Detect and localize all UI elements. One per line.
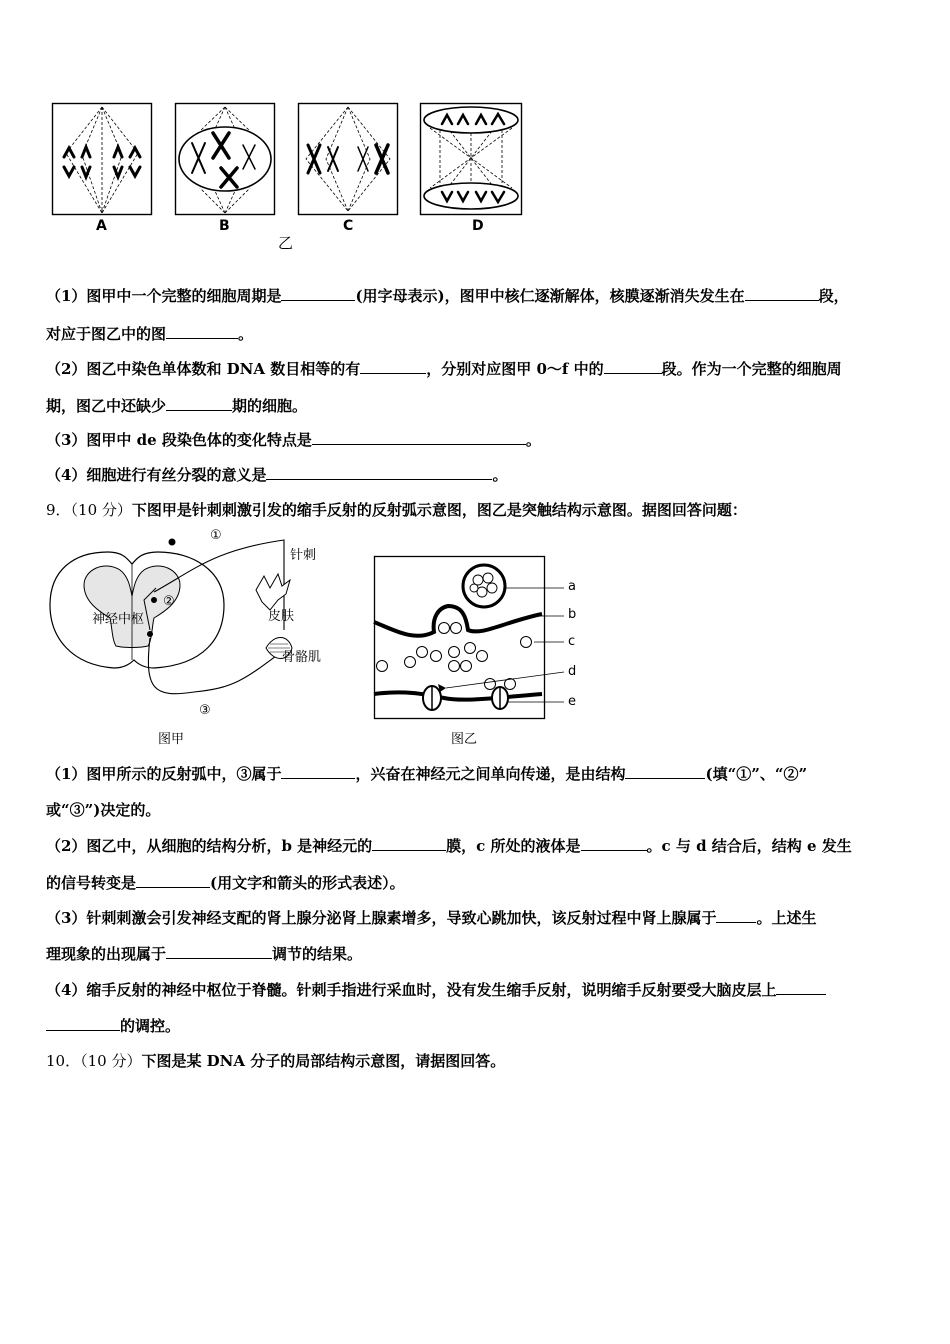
answer-blank[interactable] bbox=[166, 396, 232, 411]
arc-label-needle: 针刺 bbox=[290, 548, 317, 563]
q8-part2-line2: 期，图乙中还缺少 期的细胞。 bbox=[46, 397, 308, 415]
synapse-label-e: e bbox=[568, 694, 576, 709]
answer-blank[interactable] bbox=[745, 286, 819, 301]
q9-part3-line1: （3）针刺刺激会引发神经支配的肾上腺分泌肾上腺素增多，导致心跳加快，该反射过程中肾上腺属于 。上述生 bbox=[46, 909, 817, 927]
answer-blank[interactable] bbox=[372, 836, 446, 851]
answer-blank[interactable] bbox=[716, 908, 756, 923]
figure-label-yi: 乙 bbox=[278, 234, 294, 252]
q9-part2-line2: 的信号转变是 (用文字和箭头的形式表述）。 bbox=[46, 874, 405, 892]
arc-label-2: ② bbox=[163, 594, 175, 609]
answer-blank[interactable] bbox=[166, 324, 238, 339]
question-number: 10． bbox=[46, 1052, 81, 1070]
answer-blank[interactable] bbox=[166, 944, 272, 959]
answer-blank[interactable] bbox=[625, 764, 705, 779]
q8-part2-line1: （2）图乙中染色单体数和 DNA 数目相等的有 ，分别对应图甲 0～f 中的 段。作为一个完整的细胞周 bbox=[46, 360, 842, 378]
answer-blank[interactable] bbox=[776, 980, 826, 995]
answer-blank[interactable] bbox=[266, 465, 492, 480]
mitosis-panel-b bbox=[175, 103, 275, 215]
question-number: 9． bbox=[46, 501, 71, 519]
q9-part3-line2: 理现象的出现属于 调节的结果。 bbox=[46, 945, 363, 963]
q8-part1-line2: 对应于图乙中的图 。 bbox=[46, 325, 254, 343]
q10-header bbox=[46, 1051, 505, 1071]
arc-label-center: 神经中枢 bbox=[92, 612, 145, 627]
question-stem: 下图是某 DNA 分子的局部结构示意图，请据图回答。 bbox=[141, 1052, 506, 1070]
arc-label-skin: 皮肤 bbox=[268, 609, 295, 624]
panel-label-b: B bbox=[219, 218, 230, 234]
question-score: （10 分） bbox=[70, 501, 132, 519]
mitosis-panel-d bbox=[420, 103, 522, 215]
q9-part4-line2: 的调控。 bbox=[46, 1016, 180, 1036]
mitosis-panel-c bbox=[298, 103, 398, 215]
synapse-label-a: a bbox=[568, 579, 576, 594]
answer-blank[interactable] bbox=[312, 430, 526, 445]
answer-blank[interactable] bbox=[604, 359, 662, 374]
panel-label-c: C bbox=[343, 218, 354, 234]
q9-part4-line1: （4）缩手反射的神经中枢位于脊髓。针刺手指进行采血时，没有发生缩手反射，说明缩手反射要受大脑皮层上 bbox=[46, 980, 826, 1000]
synapse-label-d: d bbox=[568, 664, 577, 679]
q9-part1-line2: 或“③”)决定的。 bbox=[46, 801, 161, 819]
answer-blank[interactable] bbox=[281, 286, 355, 301]
panel-label-a: A bbox=[96, 218, 107, 234]
answer-blank[interactable] bbox=[136, 873, 210, 888]
synapse-label-c: c bbox=[568, 634, 576, 649]
arc-label-3: ③ bbox=[199, 703, 211, 718]
figure-caption-yi: 图乙 bbox=[451, 732, 478, 747]
q9-part1-line1: （1）图甲所示的反射弧中，③属于 ，兴奋在神经元之间单向传递，是由结构 (填“①”、“②” bbox=[46, 765, 808, 783]
figure-caption-jia: 图甲 bbox=[158, 732, 185, 747]
question-score: （10 分） bbox=[80, 1052, 142, 1070]
answer-blank[interactable] bbox=[46, 1016, 120, 1031]
q9-header bbox=[46, 500, 747, 520]
answer-blank[interactable] bbox=[360, 359, 426, 374]
arc-label-muscle: 骨骼肌 bbox=[282, 650, 322, 665]
mitosis-panel-a bbox=[52, 103, 152, 215]
synapse-label-b: b bbox=[568, 607, 577, 622]
synapse-diagram bbox=[374, 556, 584, 726]
arc-label-1: ① bbox=[210, 528, 222, 543]
q8-part1-line1: （1）图甲中一个完整的细胞周期是 (用字母表示)，图甲中核仁逐渐解体，核膜逐渐消失发生在 段， bbox=[46, 287, 849, 305]
answer-blank[interactable] bbox=[581, 836, 647, 851]
question-stem: 下图甲是针刺刺激引发的缩手反射的反射弧示意图，图乙是突触结构示意图。据图回答问题： bbox=[131, 501, 747, 519]
panel-label-d: D bbox=[472, 218, 484, 234]
q8-part3: （3）图甲中 de 段染色体的变化特点是 。 bbox=[46, 431, 541, 449]
answer-blank[interactable] bbox=[281, 764, 355, 779]
q9-part2-line1: （2）图乙中，从细胞的结构分析，b 是神经元的 膜，c 所处的液体是 。c 与 d 结合后，结构 e 发生 bbox=[46, 837, 852, 855]
q8-part4: （4）细胞进行有丝分裂的意义是 。 bbox=[46, 466, 508, 484]
